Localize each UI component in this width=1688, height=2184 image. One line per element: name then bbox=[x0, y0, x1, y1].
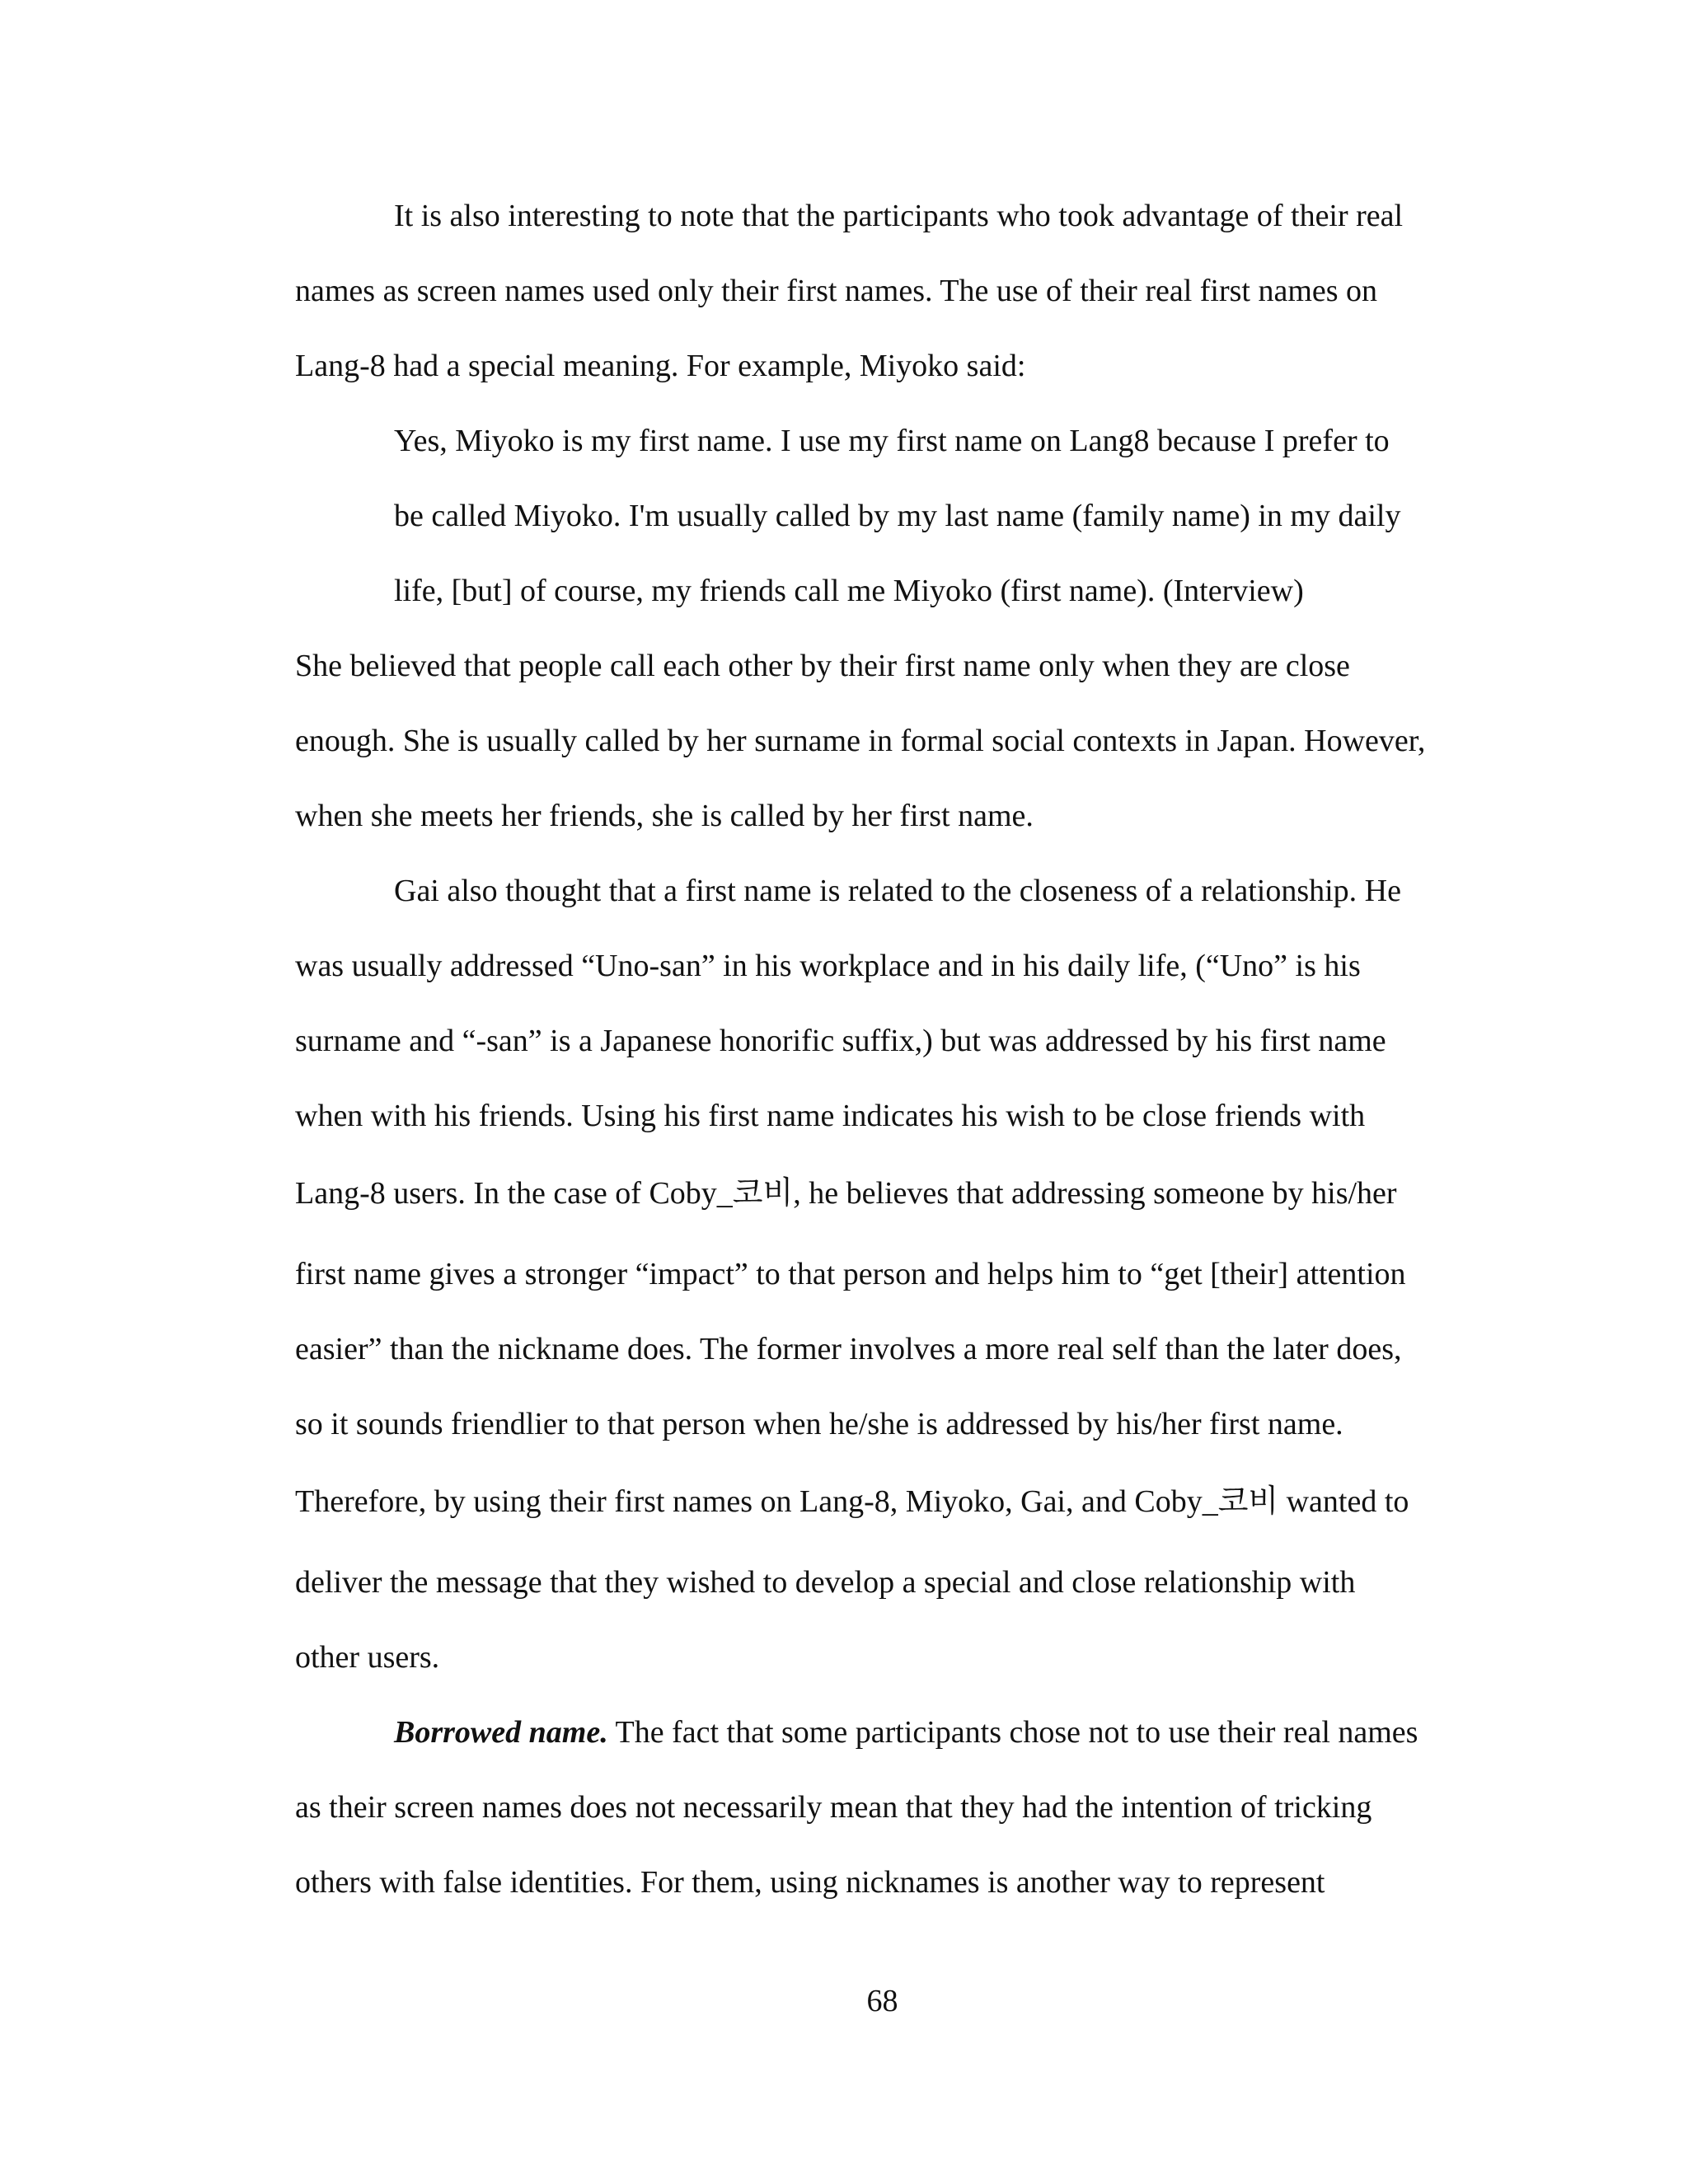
paragraph-line: so it sounds friendlier to that person when he/she is addressed by his/her first name. bbox=[295, 1407, 1343, 1441]
heading-line-text: The fact that some participants chose not to use their real names bbox=[607, 1715, 1418, 1750]
borrowed-name-heading: Borrowed name. bbox=[394, 1715, 608, 1750]
paragraph-line: when she meets her friends, she is called by her first name. bbox=[295, 799, 1034, 833]
paragraph-line: enough. She is usually called by her surname in formal social contexts in Japan. However, bbox=[295, 724, 1426, 758]
paragraph-line: as their screen names does not necessarily mean that they had the intention of tricking bbox=[295, 1790, 1372, 1825]
paragraph-line: It is also interesting to note that the participants who took advantage of their real bbox=[394, 199, 1404, 233]
block-quote-line: Yes, Miyoko is my first name. I use my first name on Lang8 because I prefer to bbox=[394, 424, 1390, 458]
paragraph-line: Lang-8 had a special meaning. For example, Miyoko said: bbox=[295, 349, 1026, 383]
paragraph-line: surname and “-san” is a Japanese honorific suffix,) but was addressed by his first name bbox=[295, 1024, 1386, 1058]
section-heading-line bbox=[394, 1713, 1418, 1752]
paragraph-line: Therefore, by using their first names on Lang-8, Miyoko, Gai, and Coby_코비 wanted to bbox=[295, 1484, 1409, 1519]
paragraph-line: other users. bbox=[295, 1640, 440, 1675]
paragraph-line: others with false identities. For them, using nicknames is another way to represent bbox=[295, 1865, 1325, 1900]
block-quote-line: life, [but] of course, my friends call me Miyoko (first name). (Interview) bbox=[394, 574, 1304, 608]
paragraph-line: easier” than the nickname does. The former involves a more real self than the later does, bbox=[295, 1332, 1402, 1366]
paragraph-line: first name gives a stronger “impact” to that person and helps him to “get [their] attention bbox=[295, 1257, 1406, 1291]
paragraph-line: names as screen names used only their first names. The use of their real first names on bbox=[295, 274, 1378, 308]
paragraph-line: was usually addressed “Uno-san” in his workplace and in his daily life, (“Uno” is his bbox=[295, 949, 1361, 983]
paragraph-line: Gai also thought that a first name is related to the closeness of a relationship. He bbox=[394, 874, 1401, 908]
paragraph-line: Lang-8 users. In the case of Coby_코비, he believes that addressing someone by his/her bbox=[295, 1176, 1397, 1211]
page-number: 68 bbox=[866, 1984, 898, 2018]
block-quote-line: be called Miyoko. I'm usually called by my last name (family name) in my daily bbox=[394, 499, 1401, 533]
paragraph-line: deliver the message that they wished to develop a special and close relationship with bbox=[295, 1565, 1356, 1600]
paragraph-line: when with his friends. Using his first name indicates his wish to be close friends with bbox=[295, 1099, 1366, 1133]
paragraph-line: She believed that people call each other by their first name only when they are close bbox=[295, 649, 1350, 683]
